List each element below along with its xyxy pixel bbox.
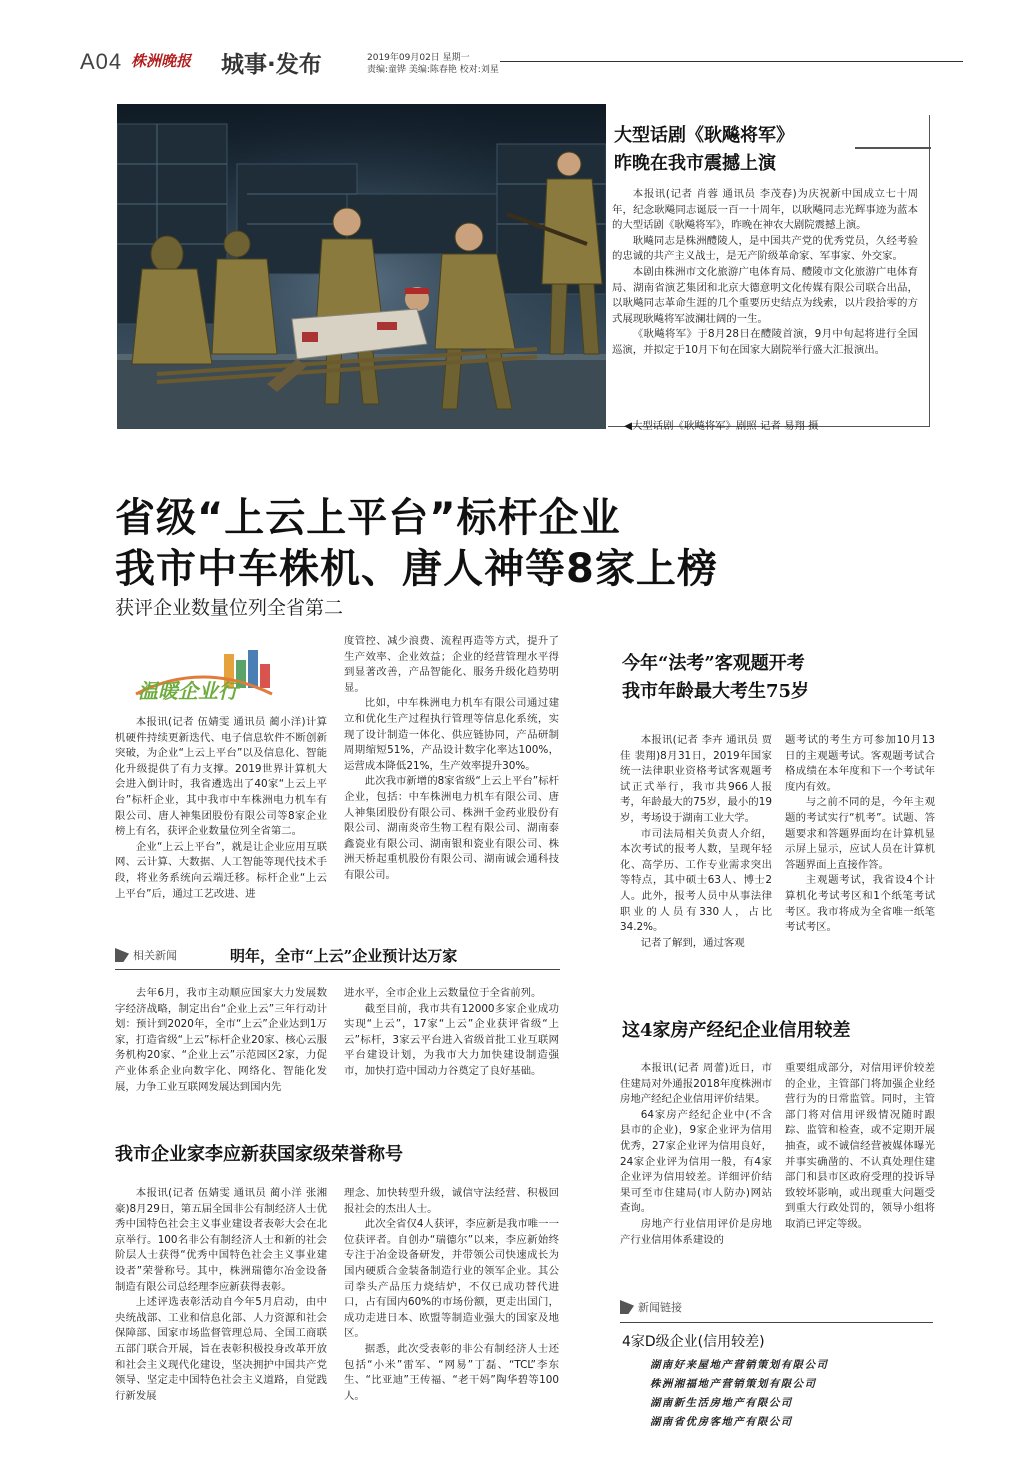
headline-subtitle: 获评企业数量位列全省第二 xyxy=(115,597,344,619)
warm-enterprise-logo xyxy=(132,650,278,708)
article2-paragraph: 度管控、减少浪费、流程再造等方式，提升了生产效率、企业效益；企业的经营管理水平得到显著改善，产品智能化、服务升级化趋势明显。 xyxy=(344,635,559,694)
article5-column1 xyxy=(620,1061,772,1248)
article3-paragraph: 本报讯(记者 伍婧雯 通讯员 蔺小洋 张湘豪)8月29日，第五届全国非公有制经济人士优秀中国特色社会主义事业建设者表彰大会在北京举行。100名非公有制经济人士和新的社会阶层人士获得“优秀中国特色社会主义事业建设者”荣誉称号。其中，株洲瑞德尔冶金设备制造有限公司总经理李应新获得表彰。 xyxy=(115,1187,327,1293)
article2-paragraph: 本报讯(记者 伍婧雯 通讯员 蔺小洋)计算机硬件持续更新迭代、电子信息软件不断创新突破，为企业“上云上平台”以及信息化、智能化升级提供了有力支撑。2019世界计算机大会进入倒计时，我省遴选出了40家“上云上平台”标杆企业，其中我市中车株洲电力机车有限公司、唐人神集团股份有限公司等8家企业榜上有名，获评企业数量位列全省第二。 xyxy=(115,716,327,838)
article1-paragraph: 耿飚同志是株洲醴陵人，是中国共产党的优秀党员，久经考验的忠诚的共产主义战士，是无产阶级革命家、军事家、外交家。 xyxy=(612,234,918,263)
related-news-column1 xyxy=(115,986,327,1095)
related-news-tag xyxy=(115,946,193,964)
warm-logo-text: 温暖企业行 xyxy=(138,679,238,703)
date-line: 2019年09月02日 星期一 xyxy=(367,53,470,63)
related-paragraph: 进水平，全市企业上云数量位于全省前列。 xyxy=(344,987,542,999)
news-link-tag-label: 新闻链接 xyxy=(638,1301,682,1314)
article5-title: 这4家房产经纪企业信用较差 xyxy=(622,1020,851,1041)
article1-paragraph: 本报讯(记者 肖蓉 通讯员 李茂春)为庆祝新中国成立七十周年，纪念耿飚同志诞辰一百一十周年，以耿飚同志光辉事迹为蓝本的大型话剧《耿飚将军》，昨晚在神农大剧院震撼上演。 xyxy=(612,188,918,232)
article2-paragraph: 此次我市新增的8家省级“上云上平台”标杆企业，包括：中车株洲电力机车有限公司、唐人神集团股份有限公司、株洲千金药业股份有限公司、湖南炎帝生物工程有限公司、湖南泰鑫瓷业有限公司、湖南银和瓷业有限公司、株洲天桥起重机股份有限公司、湖南诚会通科技有限公司。 xyxy=(344,775,559,881)
stage-photo xyxy=(117,104,606,429)
article4-title-line2: 我市年龄最大考生75岁 xyxy=(622,681,810,702)
article4-column1 xyxy=(620,733,772,951)
article5-paragraph: 房地产行业信用评价是房地产行业信用体系建设的 xyxy=(620,1217,772,1246)
article1-frame-top xyxy=(855,147,931,149)
article3-column2 xyxy=(344,1186,559,1404)
article3-paragraph: 上述评选表彰活动自今年5月启动，由中央统战部、工业和信息化部、人力资源和社会保障部、国家市场监督管理总局、全国工商联五部门联合开展，旨在表彰积极投身改革开放和社会主义现代化建设，坚决拥护中国共产党领导、坚定走中国特色社会主义道路，自觉践行新发展 xyxy=(115,1296,327,1402)
article3-paragraph: 理念、加快转型升级，诚信守法经营、积极回报社会的杰出人士。 xyxy=(344,1187,559,1215)
article1-body xyxy=(612,187,918,359)
article1-paragraph: 《耿飚将军》于8月28日在醴陵首演，9月中旬起将进行全国巡演，并拟定于10月下旬在国家大剧院举行盛大汇报演出。 xyxy=(612,328,918,356)
article1-paragraph: 本剧由株洲市文化旅游广电体育局、醴陵市文化旅游广电体育局、湖南省演艺集团和北京大德意明文化传媒有限公司联合出品，以耿飚同志革命生涯的几个重要历史结点为线索，以片段拾零的方式展现耿飚将军波澜壮阔的一生。 xyxy=(612,265,918,325)
related-paragraph: 截至目前，我市共有12000多家企业成功实现“上云”，17家“上云”企业获评省级“上云”标杆，3家云平台进入省级首批工业互联网平台建设计划，为我市大力加快建设制造强市，加快打造中国动力谷奠定了良好基础。 xyxy=(344,1002,559,1077)
paper-logo: 株洲晚报 xyxy=(131,52,192,70)
article4-paragraph: 主观题考试，我省设4个计算机化考试考区和1个纸笔考试考区。我市将成为全省唯一纸笔考试考区。 xyxy=(785,874,935,934)
related-news-title: 明年，全市“上云”企业预计达万家 xyxy=(230,947,458,965)
list-item: 湖南新生活房地产有限公司 xyxy=(650,1397,793,1409)
headline-line2: 我市中车株机、唐人神等8家上榜 xyxy=(115,546,718,592)
article4-paragraph: 本报讯(记者 李卉 通讯员 贾佳 裴翔)8月31日，2019年国家统一法律职业资格考试客观题考试正式举行，我市共966人报考，年龄最大的75岁，最小的19岁，考场设于湖南工业大学。 xyxy=(620,734,772,824)
article2-paragraph: 比如，中车株洲电力机车有限公司通过建立和优化生产过程执行管理等信息化系统，实现了设计制造一体化、供应链协同，产品研制周期缩短51%，产品设计数字化率达100%，运营成本降低21%，生产效率提升30%。 xyxy=(344,697,559,772)
article4-paragraph: 题考试的考生方可参加10月13日的主观题考试。客观题考试合格成绩在本年度和下一个考试年度内有效。 xyxy=(785,734,935,793)
page-number: A04 xyxy=(80,49,123,74)
article2-column2 xyxy=(344,634,559,884)
related-news-tag-label: 相关新闻 xyxy=(133,949,177,962)
arrow-icon xyxy=(620,1300,634,1314)
article3-title: 我市企业家李应新获国家级荣誉称号 xyxy=(115,1144,403,1165)
news-link-rule xyxy=(620,1322,933,1323)
article1-title xyxy=(614,122,794,178)
article5-paragraph: 重要组成部分，对信用评价较差的企业，主管部门将加强企业经营行为的日常监管。同时，主管部门将对信用评级情况随时跟踪、监管和检查，或不定期开展抽查，或不诚信经营被媒体曝光并事实确凿的、不认真处理住建部门和县市区政府受理的投诉导致较坏影响，或出现重大问题受到重大行政处罚的，领导小组将取消已评定等级。 xyxy=(785,1062,935,1230)
article4-title-line1: 今年“法考”客观题开考 xyxy=(622,653,805,674)
related-paragraph: 去年6月，我市主动顺应国家大力发展数字经济战略，制定出台“企业上云”三年行动计划：预计到2020年，全市“上云”企业达到1万家，打造省级“上云”标杆企业20家、核心云服务机构20家、“企业上云”示范园区2家，力促产业体系企业向数字化、网络化、智能化发展，力争工业互联网发展达到国内先 xyxy=(115,987,327,1093)
article3-column1 xyxy=(115,1186,327,1404)
article4-column2 xyxy=(785,733,935,936)
article1-title-line2: 昨晚在我市震撼上演 xyxy=(614,153,776,174)
article2-paragraph: 企业“上云上平台”，就是让企业应用互联网、云计算、大数据、人工智能等现代技术手段，将业务系统向云端迁移。标杆企业“上云上平台”后，通过工艺改进、进 xyxy=(115,840,327,900)
d-grade-company-list xyxy=(650,1356,930,1432)
article1-title-line1: 大型话剧《耿飚将军》 xyxy=(614,125,794,146)
list-item: 湖南好来屋地产营销策划有限公司 xyxy=(650,1359,829,1371)
section-title: 城事·发布 xyxy=(221,52,322,78)
article4-paragraph: 与之前不同的是，今年主观题的考试实行“机考”。试题、答题要求和答题界面均在计算机显示屏上显示，应试人员在计算机答题界面上直接作答。 xyxy=(785,796,935,871)
list-item: 湖南省优房客地产有限公司 xyxy=(650,1416,793,1428)
related-news-column2 xyxy=(344,986,559,1080)
news-link-tag xyxy=(620,1297,710,1317)
article4-paragraph: 记者了解到，通过客观 xyxy=(640,936,745,949)
related-news-rule xyxy=(115,969,560,970)
article5-paragraph: 64家房产经纪企业中(不含县市的企业)，9家企业评为信用优秀，27家企业评为信用良好，24家企业评为信用一般，有4家企业评为信用较差。详细评价结果可至市住建局(市人防办)网站查询。 xyxy=(620,1108,772,1215)
editors-line: 责编:童铧 美编:陈春艳 校对:刘星 xyxy=(367,65,499,75)
article5-column2 xyxy=(785,1061,935,1233)
news-link-subtitle: 4家D级企业(信用较差) xyxy=(622,1334,765,1350)
arrow-icon xyxy=(115,948,129,962)
article3-paragraph: 此次全省仅4人获评，李应新是我市唯一一位获评者。自创办“瑞德尔”以来，李应新始终专注于冶金设备研发，并带领公司快速成长为国内硬质合金装备制造行业的领军企业。其公司拳头产品压力烧结炉，不仅已成功替代进口，占有国内60%的市场份额，更走出国门，成功走进日本、欧盟等制造业强大的国家及地区。 xyxy=(344,1218,559,1340)
article2-column1 xyxy=(115,715,327,902)
photo-caption: ◀大型话剧《耿飚将军》剧照 记者 易翔 摄 xyxy=(624,420,819,432)
article5-paragraph: 本报讯(记者 周蕾)近日，市住建局对外通报2018年度株洲市房地产经纪企业信用评价结果。 xyxy=(620,1062,772,1106)
article3-paragraph: 据悉，此次受表彰的非公有制经济人士还包括“小米”雷军、“网易”丁磊、“TCL”李东生、“比亚迪”王传福、“老干妈”陶华碧等100人。 xyxy=(344,1342,559,1402)
headline-line1: 省级“上云上平台”标杆企业 xyxy=(115,495,621,541)
article4-title xyxy=(622,650,809,706)
masthead-rule xyxy=(500,61,963,62)
list-item: 株洲湘福地产营销策划有限公司 xyxy=(650,1378,817,1390)
article4-paragraph: 市司法局相关负责人介绍，本次考试的报考人数，呈现年轻化、高学历、工作专业需求突出等特点，其中硕士63人、博士2人。此外，报考人员中从事法律职业的人员有330人，占比34.2%。 xyxy=(620,827,772,934)
